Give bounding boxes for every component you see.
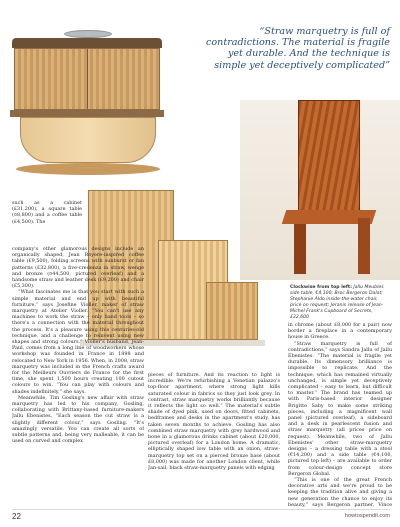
body-column-1-top <box>12 200 82 225</box>
chair-leg <box>358 218 370 274</box>
paragraph: “Straw marquetry is full of contradictions,” says Sandra Jallu of Jallu Ebenistes. “The material is fragile yet durable. Its dimensory brilliance is impossible to replicate. And the technique, which has remained virtually unchanged, is simple yet deceptively complicated – easy to learn, but difficult to master.” The brand has teamed up with Paris-based interior designer Brigitte Saby to make some striking pieces, including a magnificent wall panel (pictured overleaf), a sideboard and a desk in pearlescent fusion and straw marquetry (all prices price on request). Meanwhile, two of Jallu Ebenistes' other straw-marquetry designs – a dressing table with a stool (€14,200) and a side table (€4,100, pictured top left) – are available to order from colour-design concept store Bergeron Global. <box>288 340 392 477</box>
footer-rule <box>12 509 390 510</box>
caption-text: Jallu Meubles side table, €4,100; Broc Bergeron Dalat; Stephanie Aldo inside-the-water chair, price on request; Jeranis release of Jean-Michel Frank's Cupboard of Secrets, £32,600 <box>290 285 384 320</box>
paragraph: “This is one of the great French decorative arts and we're proud to be keeping the tradition alive and giving a new generation the chance to enjoy its beauty,” says Bergeron partner, Vince <box>288 477 392 508</box>
photo-caption <box>290 285 390 321</box>
cabinet-shelf <box>10 110 164 117</box>
body-column-1 <box>12 246 144 506</box>
paragraph: in chrome (about £8,000 for a pair) now border a fireplace in a contemporary house in Greece. <box>288 322 392 341</box>
cabinet-doors <box>14 48 160 110</box>
pull-quote: “Straw marquetry is full of contradictions. The material is fragile yet durable. And the technique is simple yet deceptively complicated” <box>206 26 390 71</box>
caption-label: Clockwise from top left: <box>290 285 352 290</box>
chair-back <box>298 100 360 218</box>
paragraph: company's other glamorous designs include an organically shaped, Jean Royere-inspired coffee table (£9,500), folding screens with sunburst or fan patterns (£32,800), a five-credenza in straw, wenge and bronze (¤44,500, pictured overleaf) and a handsome straw and leather desk (£9,200) and chair (£5,300). <box>12 246 144 290</box>
paragraph: such as a cabinet (£31,200), a square table (¤8,800) and a coffee table (£4,500). The <box>12 200 82 225</box>
body-column-2 <box>148 372 280 508</box>
cabinet-top <box>12 38 162 48</box>
bowl <box>64 30 112 38</box>
cabinet-stand <box>20 117 156 163</box>
body-column-3 <box>288 322 392 508</box>
site-url: howtospendit.com <box>344 513 390 519</box>
page-number: 22 <box>12 512 21 521</box>
chair-leg <box>294 224 306 274</box>
paragraph: “What fascinates me is that you start with such a simple material and end up with beautiful furniture,” says Josefine Violler, maker of straw marquetry at Atelier Violler. “You can't use any machines to work the straw – only hand tools – so there's a connection with the material throughout the process. It's a pleasure using this centuries-old technique, and a challenge to reinvent using new shapes and strong colours.” Violler's husband, Jean-Paul, comes from a long line of woodworkers whose workshop was founded in France in 1898 and relocated to New York in 1956. When, in 2008, straw marquetry was included in the French crafts award for the Meilleurs Ouvriers de France for the first time, she spent 1,500 hours creating 100 cutout colours to win. “You can play with colours and shades indefinitely,” she says. <box>12 289 144 395</box>
paragraph: pieces of furniture. And its reaction to light is incredible. We're refurbishing a Venetian palazzo's top-floor apartment, where strong light kills saturated colour in fabrics so they just look grey. In contrast, straw marquetry works brilliantly because it reflects the light so well.” The material's subtle shade of dyed pink, used on doors, fitted cabinets, bedframes and desks in the apartment's study, has taken seven months to achieve. Gosling has also combined straw marquetry with grey hardwood and bone in a glamorous drinks cabinet (about £20,000, pictured overleaf) for a London home. A dramatic, elliptically shaped low table with an onion, straw-marquetry top set on a pierced bronze base (about £8,000) was made for another London client, while Jan-sail, black straw-marquetry panels with edging <box>148 372 280 472</box>
table-small <box>206 282 258 340</box>
paragraph: Meanwhile, Tim Gosling's new affair with straw marquetry has led to his company, Gosling, collaborating with Brittany-based furniture-makers Jallu Ebenistes. “Each season the cut straw is a slightly different colour,” says Gosling. “It's amazingly versatile. You can create all sorts of subtle patterns and, being very malleable, it can be used on curved and complex <box>12 394 144 445</box>
